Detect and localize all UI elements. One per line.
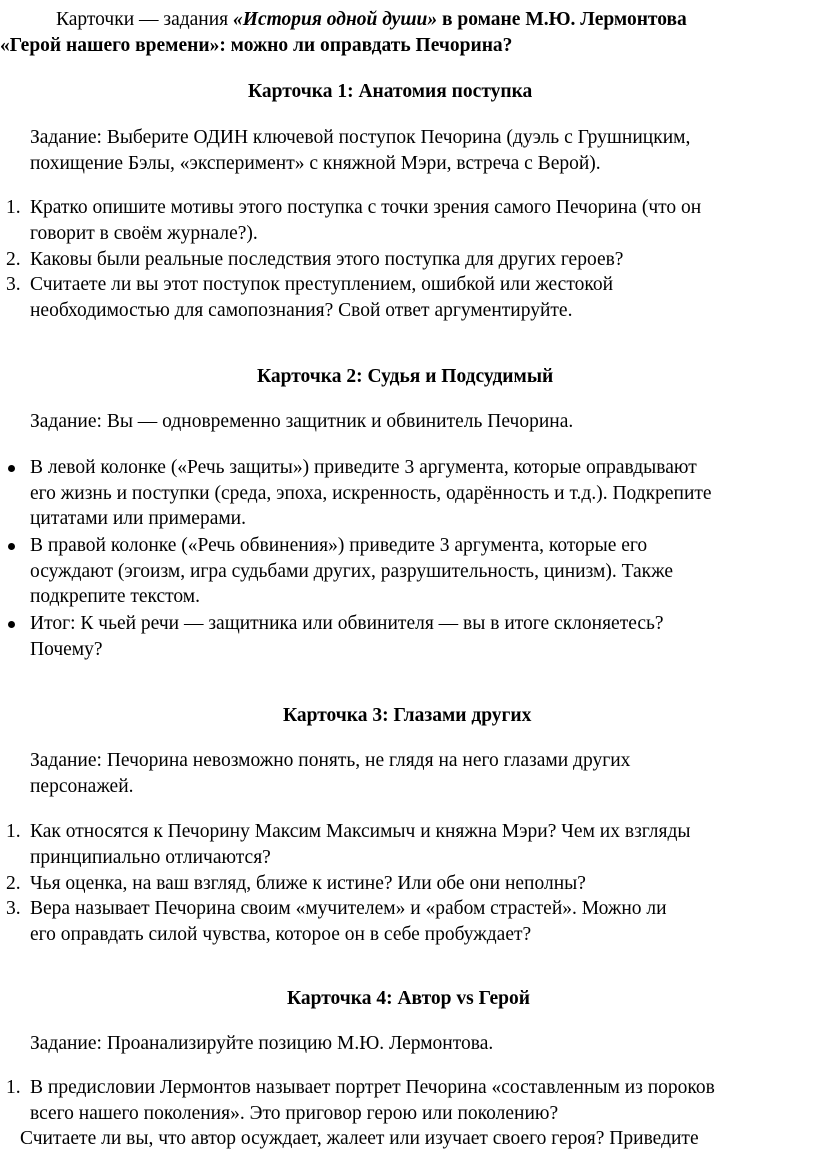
list-item-continuation: необходимостью для самопознания? Свой ответ аргументируйте. bbox=[30, 300, 573, 321]
list-number: 1. bbox=[6, 1077, 21, 1098]
document-title-line-2: «Герой нашего времени»: можно ли оправдать Печорина? bbox=[0, 35, 513, 56]
bullet-icon bbox=[8, 465, 15, 472]
card3-task-line1: Задание: Печорина невозможно понять, не глядя на него глазами других bbox=[30, 750, 631, 771]
list-item: В предисловии Лермонтов называет портрет Печорина «составленным из пороков bbox=[30, 1077, 715, 1098]
list-item: Кратко опишите мотивы этого поступка с точки зрения самого Печорина (что он bbox=[30, 197, 702, 218]
list-item: В левой колонке («Речь защиты») приведите 3 аргумента, которые оправдывают bbox=[30, 457, 697, 478]
list-item: Вера называет Печорина своим «мучителем» и «рабом страстей». Можно ли bbox=[30, 898, 667, 919]
card1-heading: Карточка 1: Анатомия поступка bbox=[248, 81, 533, 102]
list-item-continuation: его жизнь и поступки (среда, эпоха, искренность, одарённость и т.д.). Подкрепите bbox=[30, 483, 712, 504]
card2-task: Задание: Вы — одновременно защитник и обвинитель Печорина. bbox=[30, 411, 574, 432]
list-number: 3. bbox=[6, 274, 21, 295]
list-item-continuation: осуждают (эгоизм, игра судьбами других, разрушительность, цинизм). Также bbox=[30, 561, 674, 582]
card4-trailing-text: Считаете ли вы, что автор осуждает, жалеет или изучает своего героя? Приведите bbox=[20, 1128, 699, 1149]
card2-heading: Карточка 2: Судья и Подсудимый bbox=[257, 366, 554, 387]
list-number: 2. bbox=[6, 249, 21, 270]
list-item-continuation: его оправдать силой чувства, которое он в себе пробуждает? bbox=[30, 924, 532, 945]
list-item-continuation: цитатами или примерами. bbox=[30, 508, 246, 529]
list-item-continuation: всего нашего поколения». Это приговор герою или поколению? bbox=[30, 1103, 559, 1124]
card4-heading: Карточка 4: Автор vs Герой bbox=[287, 988, 531, 1009]
list-item: Считаете ли вы этот поступок преступлением, ошибкой или жестокой bbox=[30, 274, 614, 295]
title-italic: «История одной души» bbox=[233, 9, 438, 30]
list-item-continuation: принципиально отличаются? bbox=[30, 847, 271, 868]
list-number: 1. bbox=[6, 821, 21, 842]
list-item-continuation: говорит в своём журнале?). bbox=[30, 223, 258, 244]
list-item: Как относятся к Печорину Максим Максимыч и княжна Мэри? Чем их взгляды bbox=[30, 821, 691, 842]
title-prefix: Карточки — задания bbox=[56, 9, 234, 30]
list-item: В правой колонке («Речь обвинения») приведите 3 аргумента, которые его bbox=[30, 535, 648, 556]
list-item-continuation: подкрепите текстом. bbox=[30, 586, 201, 607]
card1-task-line1: Задание: Выберите ОДИН ключевой поступок Печорина (дуэль с Грушницким, bbox=[30, 127, 691, 148]
card3-heading: Карточка 3: Глазами других bbox=[283, 705, 532, 726]
list-number: 1. bbox=[6, 197, 21, 218]
list-number: 2. bbox=[6, 873, 21, 894]
list-number: 3. bbox=[6, 898, 21, 919]
list-item: Итог: К чьей речи — защитника или обвинителя — вы в итоге склоняетесь? bbox=[30, 613, 664, 634]
list-item: Чья оценка, на ваш взгляд, ближе к истине? Или обе они неполны? bbox=[30, 873, 586, 894]
bullet-icon bbox=[8, 543, 15, 550]
list-item-continuation: Почему? bbox=[30, 639, 103, 660]
card4-task: Задание: Проанализируйте позицию М.Ю. Лермонтова. bbox=[30, 1033, 494, 1054]
document-title-line-1 bbox=[56, 8, 687, 32]
list-item: Каковы были реальные последствия этого поступка для других героев? bbox=[30, 249, 624, 270]
card3-task-line2: персонажей. bbox=[30, 776, 134, 797]
bullet-icon bbox=[8, 621, 15, 628]
title-rest: в романе М.Ю. Лермонтова bbox=[437, 9, 687, 30]
card1-task-line2: похищение Бэлы, «эксперимент» с княжной Мэри, встреча с Верой). bbox=[30, 153, 601, 174]
